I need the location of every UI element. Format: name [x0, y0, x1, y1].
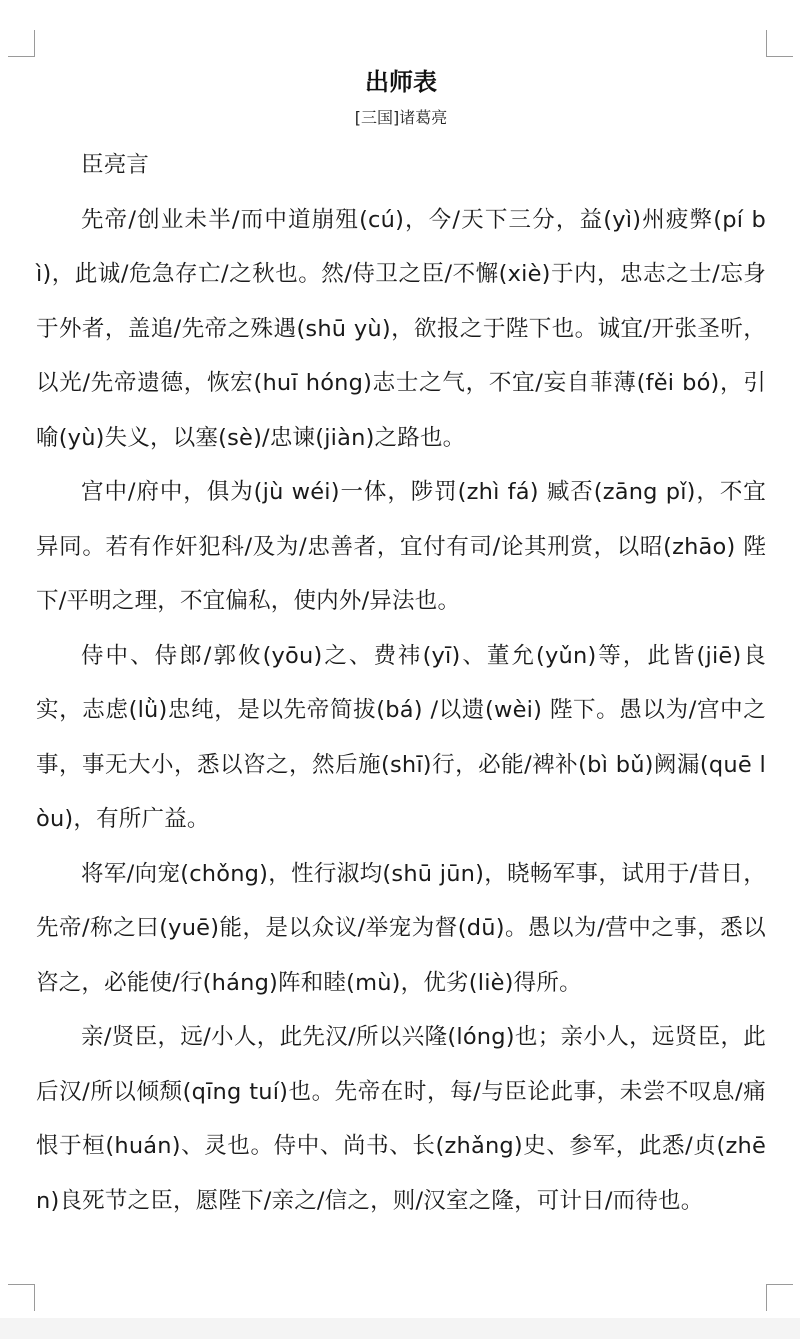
- paragraph: 先帝/创业未半/而中道崩殂(cú)，今/天下三分，益(yì)州疲弊(pí bì)，此诚/危急存亡/之秋也。然/侍卫之臣/不懈(xiè)于内，忠志之士/忘身于外者，盖追/先帝之殊遇(shū yù)，欲报之于陛下也。诚宜/开张圣听，以光/先帝遗德，恢宏(huī hóng)志士之气，不宜/妄自菲薄(fěi bó)，引喻(yù)失义，以塞(sè)/忠谏(jiàn)之路也。: [36, 206, 766, 451]
- crop-mark-top-right: [766, 30, 793, 57]
- crop-mark-top-left: [8, 30, 35, 57]
- paragraph: 臣亮言: [81, 152, 150, 178]
- document-page: [36, 62, 766, 1228]
- crop-mark-bottom-left: [8, 1284, 35, 1311]
- document-author: [三国]诸葛亮: [354, 108, 448, 127]
- paragraph: 侍中、侍郎/郭攸(yōu)之、费祎(yī)、董允(yǔn)等，此皆(jiē)良实，志虑(lǜ)忠纯，是以先帝简拔(bá) /以遗(wèi) 陛下。愚以为/宫中之事，事无大小，悉以咨之，然后施(shī)行，必能/裨补(bì bǔ)阙漏(quē lòu)，有所广益。: [36, 642, 766, 832]
- paragraph: 宫中/府中，俱为(jù wéi)一体，陟罚(zhì fá) 臧否(zāng pǐ)，不宜异同。若有作奸犯科/及为/忠善者，宜付有司/论其刑赏，以昭(zhāo) 陛下/平明之理，不宜偏私，使内外/异法也。: [36, 479, 766, 614]
- paragraph: 亲/贤臣，远/小人，此先汉/所以兴隆(lóng)也；亲小人，远贤臣，此后汉/所以倾颓(qīng tuí)也。先帝在时，每/与臣论此事，未尝不叹息/痛恨于桓(huán)、灵也。侍中、尚书、长(zhǎng)史、参军，此悉/贞(zhēn)良死节之臣，愿陛下/亲之/信之，则/汉室之隆，可计日/而待也。: [36, 1024, 766, 1214]
- document-title: 出师表: [365, 68, 437, 96]
- crop-mark-bottom-right: [766, 1284, 793, 1311]
- paragraph: 将军/向宠(chǒng)，性行淑均(shū jūn)，晓畅军事，试用于/昔日，先帝/称之曰(yuē)能，是以众议/举宠为督(dū)。愚以为/营中之事，悉以咨之，必能使/行(háng)阵和睦(mù)，优劣(liè)得所。: [36, 860, 766, 996]
- page-bottom-edge: [0, 1318, 800, 1339]
